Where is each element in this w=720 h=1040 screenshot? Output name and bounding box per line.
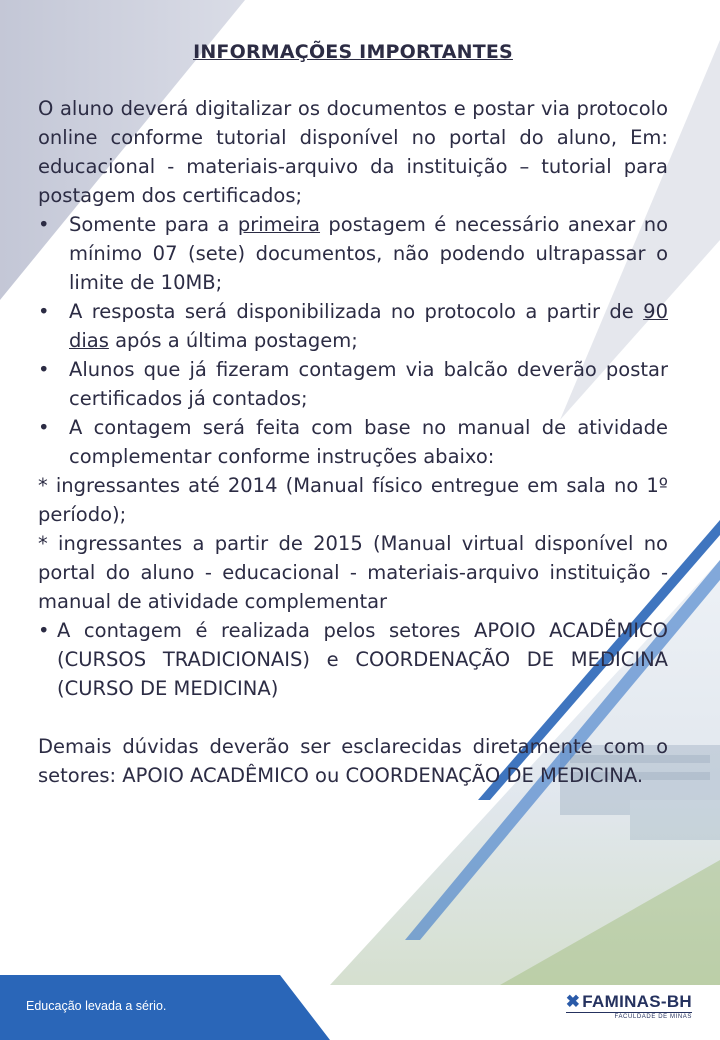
bullet-icon: •	[38, 416, 50, 439]
note-paragraph: * ingressantes a partir de 2015 (Manual virtual disponível no portal do aluno - educacional - materiais-arquivo instituição - manual de atividade complementar	[38, 532, 668, 613]
list-item: • A resposta será disponibilizada no protocolo a partir de 90 dias após a última postagem;	[38, 297, 668, 355]
bullet-icon: •	[38, 300, 50, 323]
closing-paragraph: Demais dúvidas deverão ser esclarecidas diretamente com o setores: APOIO ACADÊMICO ou COORDENAÇÃO DE MEDICINA.	[38, 735, 668, 787]
instructions-list	[38, 210, 668, 471]
document-body	[38, 38, 668, 790]
note-paragraph: * ingressantes até 2014 (Manual físico entregue em sala no 1º período);	[38, 474, 668, 526]
intro-paragraph: O aluno deverá digitalizar os documentos e postar via protocolo online conforme tutorial disponível no portal do aluno, Em: educacional - materiais-arquivo da instituição – tutorial para postagem dos certificados;	[38, 97, 668, 207]
bullet-icon: •	[38, 619, 50, 642]
page-title: INFORMAÇÕES IMPORTANTES	[193, 41, 513, 63]
sectors-list	[38, 616, 668, 703]
list-item: • Alunos que já fizeram contagem via balcão deverão postar certificados já contados;	[38, 355, 668, 413]
logo-subtitle: FACULDADE DE MINAS	[566, 1012, 692, 1020]
list-item: • A contagem é realizada pelos setores APOIO ACADÊMICO (CURSOS TRADICIONAIS) e COORDENAÇÃO DE MEDICINA (CURSO DE MEDICINA)	[38, 616, 668, 703]
faminas-logo	[566, 993, 692, 1020]
underlined-text: 90 dias	[69, 300, 668, 352]
list-item: • A contagem será feita com base no manual de atividade complementar conforme instruções abaixo:	[38, 413, 668, 471]
bullet-icon: •	[38, 213, 50, 236]
footer-tagline: Educação levada a sério.	[26, 999, 167, 1013]
logo-name: FAMINAS-BH	[582, 992, 692, 1011]
logo-mark-icon: ✖	[565, 992, 581, 1011]
list-item: • Somente para a primeira postagem é necessário anexar no mínimo 07 (sete) documentos, não podendo ultrapassar o limite de 10MB;	[38, 210, 668, 297]
bullet-icon: •	[38, 358, 50, 381]
underlined-text: primeira	[237, 213, 321, 236]
